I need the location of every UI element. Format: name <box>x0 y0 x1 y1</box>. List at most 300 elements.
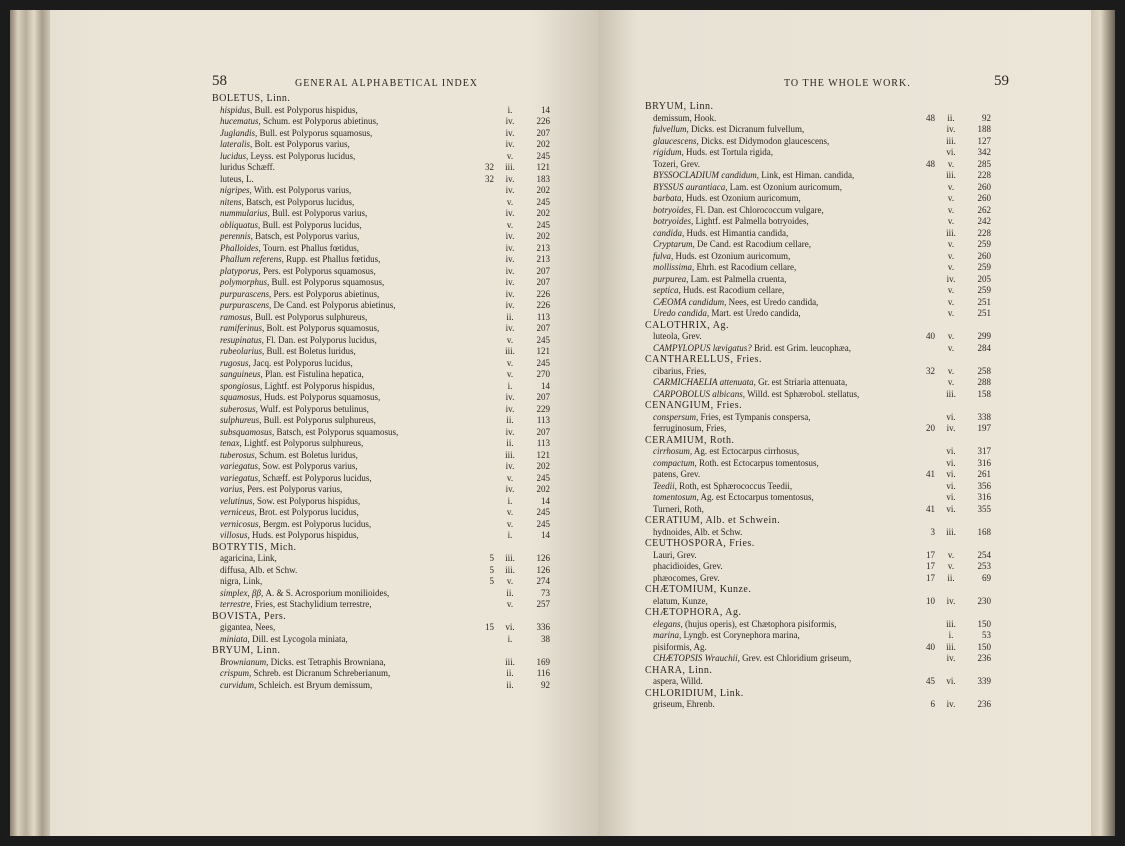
entry-text: Tourn. est Phallus fœtidus, <box>260 242 359 253</box>
page-reference: 116 <box>536 668 550 678</box>
volume-number: ii. <box>947 572 955 583</box>
plate-number: 3 <box>930 526 935 537</box>
entry-italic-name: squamosus, <box>220 392 262 402</box>
volume-number: iii. <box>505 449 515 460</box>
index-entry <box>645 411 991 424</box>
genus-name: CHÆTOPHORA, Ag. <box>645 607 742 618</box>
plate-number: 17 <box>926 572 935 583</box>
entry-text: aspera, Willd. <box>653 676 703 686</box>
index-entry <box>645 112 991 125</box>
entry-text: Tozeri, Grev. <box>653 158 701 169</box>
entry-text: Huds. est Tortula rigida, <box>683 147 773 157</box>
volume-number: iv. <box>505 323 515 333</box>
volume-number: iv. <box>505 288 515 299</box>
genus-heading <box>645 101 985 113</box>
entry-italic-name: curvidum, <box>220 679 257 690</box>
entry-name <box>220 335 377 347</box>
entry-text: agaricina, Link, <box>220 553 277 563</box>
index-entry <box>645 158 991 171</box>
entry-name <box>220 599 372 611</box>
entry-italic-name: compactum, <box>653 457 697 468</box>
entry-italic-name: CARMICHAELIA attenuata, <box>653 377 756 387</box>
page-reference: 121 <box>536 162 550 172</box>
volume-number: iv. <box>505 300 515 310</box>
entry-italic-name: fulva, <box>653 250 674 261</box>
page-reference: 236 <box>977 699 991 709</box>
page-reference: 316 <box>977 492 991 502</box>
index-entry <box>645 699 991 711</box>
volume-number: iv. <box>505 185 515 195</box>
entry-text: demissum, Hook. <box>653 112 717 123</box>
volume-number: v. <box>947 296 955 307</box>
entry-name <box>220 139 350 151</box>
entry-name <box>653 216 809 228</box>
volume-number: v. <box>947 250 955 261</box>
entry-italic-name: CÆOMA candidum, <box>653 296 727 307</box>
entry-text: De Cand. est Racodium cellare, <box>694 239 811 249</box>
volume-number: iv. <box>505 426 515 437</box>
volume-number: v. <box>947 342 955 353</box>
entry-name <box>653 193 801 205</box>
entry-italic-name: purpurascens, <box>220 300 272 310</box>
entry-italic-name: Juglandis, <box>220 127 258 138</box>
index-entry <box>212 576 548 588</box>
left-page <box>50 10 598 836</box>
entry-name <box>220 450 358 462</box>
entry-name <box>220 576 262 588</box>
index-entry <box>645 181 991 194</box>
genus-heading <box>645 607 985 619</box>
entry-text: Fl. Dan. est Chlorococcum vulgare, <box>693 204 824 215</box>
volume-number: iv. <box>505 484 515 494</box>
entry-text: Fries, est Stachylidium terrestre, <box>252 599 372 609</box>
entry-text: Schleich. est Bryum demissum, <box>256 679 373 690</box>
entry-name <box>220 197 354 209</box>
entry-italic-name: nummularius, <box>220 208 270 218</box>
index-entry <box>212 507 548 519</box>
entry-italic-name: Phalloides, <box>220 242 261 253</box>
running-head: GENERAL ALPHABETICAL INDEX <box>295 78 479 89</box>
entry-italic-name: subsquamosus, <box>220 426 275 437</box>
entry-name <box>220 427 398 439</box>
index-entry <box>212 450 548 462</box>
index-entry <box>212 289 548 301</box>
plate-number: 10 <box>926 595 935 606</box>
index-entry <box>645 365 991 378</box>
volume-number: v. <box>506 507 514 517</box>
index-entry <box>645 526 991 539</box>
entry-text: (hujus operis), est Chætophora pisiformis, <box>682 618 837 629</box>
entry-text: Bull. est Polyporus hispidus, <box>252 104 358 115</box>
entry-name <box>220 588 389 600</box>
index-entry <box>645 446 991 458</box>
page-reference: 113 <box>536 311 550 322</box>
entry-text: De Cand. est Polyporus abietinus, <box>271 300 396 310</box>
page-reference: 336 <box>536 622 550 632</box>
entry-text: hydnoides, Alb. et Schw. <box>653 526 743 537</box>
entry-italic-name: hispidus, <box>220 104 253 115</box>
volume-number: iii. <box>946 135 956 146</box>
entry-italic-name: Teedii, <box>653 480 677 491</box>
index-entry <box>212 622 548 634</box>
entry-italic-name: velutinus, <box>220 495 255 506</box>
entry-name <box>220 220 362 232</box>
page-reference: 253 <box>977 561 991 571</box>
page-reference: 262 <box>977 204 991 215</box>
page-reference: 260 <box>977 250 991 261</box>
genus-name: CENANGIUM, Fries. <box>645 400 743 411</box>
volume-number: iv. <box>505 277 515 287</box>
page-reference: 339 <box>977 676 991 686</box>
index-entry <box>212 358 548 370</box>
entry-name <box>220 415 376 427</box>
genus-heading <box>212 93 548 105</box>
volume-number: v. <box>947 561 955 571</box>
volume-number: v. <box>947 549 955 560</box>
entry-text: A. & S. Acrosporium monilioides, <box>263 587 390 598</box>
volume-number: vi. <box>946 503 956 514</box>
page-reference: 207 <box>536 426 550 437</box>
entry-text: Mart. est Uredo candida, <box>709 308 801 318</box>
entry-name <box>653 331 702 343</box>
volume-number: iv. <box>505 208 515 218</box>
page-reference: 299 <box>977 331 991 341</box>
page-reference: 213 <box>536 254 550 264</box>
index-entry <box>212 139 548 151</box>
entry-italic-name: tuberosus, <box>220 449 257 460</box>
page-reference: 207 <box>536 277 550 287</box>
index-entry <box>212 220 548 232</box>
entry-italic-name: ramosus, <box>220 311 253 322</box>
entry-italic-name: CAMPYLOPUS lævigatus? <box>653 342 752 353</box>
index-entry <box>645 170 991 182</box>
genus-name: BOLETUS, Linn. <box>212 93 291 104</box>
entry-text: Sow. est Polyporus varius, <box>260 461 358 471</box>
entry-name <box>653 124 804 136</box>
index-entry <box>212 392 548 404</box>
entry-italic-name: barbata, <box>653 193 684 203</box>
volume-number: v. <box>947 262 955 272</box>
genus-name: CHÆTOMIUM, Kunze. <box>645 584 752 595</box>
entry-italic-name: simplex, ββ, <box>220 587 264 598</box>
genus-heading <box>645 435 985 447</box>
index-entry <box>645 296 991 309</box>
entry-name <box>653 596 708 608</box>
index-entry <box>212 277 548 289</box>
entry-text: Bull. est Polyporus squamosus, <box>257 127 373 138</box>
entry-italic-name: verniceus, <box>220 507 257 517</box>
plate-number: 5 <box>489 553 494 563</box>
entry-text: Bolt. est Polyporus squamosus, <box>264 323 380 333</box>
index-entry <box>212 415 548 427</box>
genus-name: BOVISTA, Pers. <box>212 610 287 622</box>
plate-number: 20 <box>926 423 935 433</box>
page-reference: 202 <box>536 461 550 471</box>
page-reference: 127 <box>977 135 991 146</box>
index-entry <box>645 135 991 148</box>
entry-text: Link, est Himan. candida, <box>759 170 855 180</box>
index-entry <box>645 469 991 481</box>
volume-number: v. <box>947 193 955 203</box>
plate-number: 17 <box>926 561 935 571</box>
volume-number: i. <box>507 380 513 391</box>
page-reference: 92 <box>541 679 550 690</box>
entry-text: Sow. est Polyporus hispidus, <box>254 495 361 506</box>
index-entry <box>212 438 548 450</box>
entry-text: Gr. est Striaria attenuata, <box>755 377 848 387</box>
entry-name <box>220 369 364 381</box>
entry-text: Lyngb. est Corynephora marina, <box>681 630 800 640</box>
volume-number: i. <box>948 630 954 640</box>
genus-name: CANTHARELLUS, Fries. <box>645 354 762 365</box>
volume-number: v. <box>947 239 955 249</box>
volume-number: v. <box>506 150 514 161</box>
entry-name <box>653 423 726 435</box>
entry-italic-name: rugosus, <box>220 357 251 368</box>
page-reference: 245 <box>536 357 550 368</box>
entry-text: Lauri, Grev. <box>653 549 697 560</box>
entry-text: Grev. est Chloridium griseum, <box>739 653 852 663</box>
index-entry <box>645 572 991 585</box>
volume-number: i. <box>507 530 513 540</box>
page-reference: 259 <box>977 262 991 272</box>
page-reference: 228 <box>977 227 991 238</box>
page-reference: 251 <box>977 296 991 307</box>
entry-name <box>653 205 824 217</box>
entry-name <box>653 446 799 458</box>
entry-text: luteus, L. <box>220 173 254 184</box>
index-entry <box>645 641 991 654</box>
entry-italic-name: lateralis, <box>220 139 253 149</box>
entry-italic-name: BYSSOCLADIUM candidum, <box>653 170 759 180</box>
page-reference: 230 <box>977 595 991 606</box>
volume-number: iv. <box>946 595 956 606</box>
volume-number: v. <box>947 204 955 215</box>
volume-number: ii. <box>506 587 514 598</box>
page-reference: 14 <box>541 530 550 540</box>
page-reference: 270 <box>536 369 550 379</box>
volume-number: vi. <box>946 676 956 686</box>
entry-name <box>220 208 367 220</box>
volume-number: iii. <box>946 227 956 238</box>
page-number: 58 <box>212 73 227 89</box>
volume-number: iv. <box>946 423 956 433</box>
plate-number: 32 <box>485 173 494 184</box>
volume-number: iv. <box>946 653 956 663</box>
entry-text: Batsch, est Polyporus lucidus, <box>243 196 355 207</box>
index-entry <box>645 239 991 251</box>
page-reference: 245 <box>536 507 550 517</box>
entry-text: Fries, est Tympanis conspersa, <box>698 411 811 422</box>
genus-heading <box>212 645 548 657</box>
page-reference: 288 <box>977 377 991 387</box>
entry-text: Batsch, est Polyporus varius, <box>252 231 360 241</box>
entry-name <box>220 174 254 186</box>
entry-name <box>653 389 859 401</box>
entry-italic-name: sulphureus, <box>220 415 262 425</box>
entry-name <box>220 277 384 289</box>
page-reference: 126 <box>536 564 550 575</box>
index-entry <box>212 657 548 669</box>
entry-italic-name: variegatus, <box>220 461 261 471</box>
volume-number: ii. <box>506 679 514 690</box>
entry-italic-name: miniata, <box>220 633 250 644</box>
entry-text: Bull. est Polyporus sulphureus, <box>261 415 376 425</box>
index-entry <box>212 588 548 600</box>
index-entry <box>212 323 548 335</box>
entry-name <box>220 622 275 634</box>
index-entry <box>645 124 991 136</box>
volume-number: iii. <box>505 162 515 172</box>
entry-italic-name: crispum, <box>220 668 252 678</box>
page-reference: 14 <box>541 104 550 115</box>
entry-text: Pers. est Polyporus abietinus, <box>271 288 380 299</box>
plate-number: 40 <box>926 641 935 652</box>
entry-name <box>220 116 378 128</box>
index-entry <box>212 519 548 531</box>
volume-number: v. <box>947 216 955 226</box>
entry-name <box>653 504 704 516</box>
plate-number: 48 <box>926 112 935 123</box>
page-reference: 69 <box>982 572 991 583</box>
entry-name <box>653 561 723 573</box>
index-entry <box>645 308 991 320</box>
entry-italic-name: varius, <box>220 484 245 494</box>
genus-heading <box>645 665 985 677</box>
entry-italic-name: polymorphus, <box>220 277 270 287</box>
index-column <box>645 101 991 711</box>
page-reference: 92 <box>982 112 991 123</box>
page-reference: 342 <box>977 147 991 157</box>
entry-italic-name: CHÆTOPSIS Wrauchii, <box>653 653 740 663</box>
plate-number: 6 <box>930 699 935 709</box>
index-entry <box>212 116 548 128</box>
index-entry <box>645 492 991 504</box>
entry-name <box>653 366 706 378</box>
entry-italic-name: candida, <box>653 227 685 238</box>
page-reference: 207 <box>536 323 550 333</box>
volume-number: ii. <box>506 415 514 425</box>
entry-italic-name: conspersum, <box>653 411 699 422</box>
index-entry <box>212 231 548 243</box>
entry-name <box>220 243 359 255</box>
genus-name: CHARA, Linn. <box>645 664 713 676</box>
index-entry <box>212 312 548 324</box>
index-entry <box>212 530 548 542</box>
genus-name: CALOTHRIX, Ag. <box>645 319 729 331</box>
entry-italic-name: variegatus, <box>220 472 261 483</box>
genus-heading <box>645 320 985 332</box>
entry-name <box>653 412 810 424</box>
plate-number: 5 <box>489 576 494 586</box>
page-reference: 236 <box>977 653 991 663</box>
entry-name <box>653 527 742 539</box>
page-reference: 207 <box>536 392 550 402</box>
entry-italic-name: spongiosus, <box>220 380 263 391</box>
entry-italic-name: Brownianum, <box>220 656 269 667</box>
index-entry <box>212 105 548 117</box>
volume-number: v. <box>506 357 514 368</box>
index-entry <box>645 595 991 608</box>
index-entry <box>212 496 548 508</box>
entry-italic-name: hucematus, <box>220 116 261 126</box>
entry-text: Pers. est Polyporus squamosus, <box>260 265 376 276</box>
entry-italic-name: suberosus, <box>220 403 258 414</box>
index-entry <box>645 147 991 159</box>
plate-number: 41 <box>926 469 935 479</box>
entry-text: Dicks. est Dicranum fulvellum, <box>688 124 805 134</box>
index-entry <box>212 369 548 381</box>
entry-name <box>220 496 360 508</box>
entry-name <box>220 657 386 669</box>
volume-number: vi. <box>946 411 956 422</box>
entry-italic-name: fulvellum, <box>653 124 689 134</box>
entry-name <box>653 308 801 320</box>
entry-text: Huds. est Himantia candida, <box>684 227 789 238</box>
entry-name <box>220 634 348 646</box>
volume-number: iii. <box>946 618 956 629</box>
entry-italic-name: vernicosus, <box>220 518 261 529</box>
entry-text: Lightf. est Polyporus hispidus, <box>262 380 375 391</box>
page-reference: 202 <box>536 139 550 149</box>
open-book <box>10 10 1115 836</box>
index-entry <box>212 680 548 692</box>
entry-italic-name: lucidus, <box>220 150 249 161</box>
page-reference: 284 <box>977 342 991 353</box>
page-reference: 113 <box>536 415 550 425</box>
volume-number: v. <box>506 369 514 379</box>
entry-text: Schum. est Polyporus abietinus, <box>260 116 379 126</box>
entry-text: pisiformis, Ag. <box>653 641 707 652</box>
index-entry <box>645 262 991 274</box>
index-entry <box>212 599 548 611</box>
page-reference: 317 <box>977 446 991 456</box>
index-entry <box>645 503 991 516</box>
index-entry <box>212 254 548 266</box>
volume-number: iv. <box>505 254 515 264</box>
plate-number: 17 <box>926 549 935 560</box>
volume-number: vi. <box>946 480 956 491</box>
index-entry <box>645 630 991 642</box>
entry-italic-name: resupinatus, <box>220 334 264 345</box>
entry-text: Bull. est Polyporus sulphureus, <box>252 311 368 322</box>
entry-text: Roth, est Sphærococcus Teedii, <box>676 480 793 491</box>
entry-italic-name: Phallum referens, <box>220 254 284 264</box>
volume-number: v. <box>947 181 955 192</box>
page-reference: 259 <box>977 285 991 295</box>
volume-number: v. <box>506 599 514 609</box>
volume-number: vi. <box>946 446 956 456</box>
page-reference: 207 <box>536 127 550 138</box>
volume-number: ii. <box>506 668 514 678</box>
index-entry <box>212 128 548 140</box>
index-entry <box>645 216 991 228</box>
page-reference: 213 <box>536 242 550 253</box>
entry-text: Willd. est Sphærobol. stellatus, <box>745 388 860 399</box>
entry-name <box>653 147 773 159</box>
volume-number: v. <box>506 334 514 345</box>
index-entry <box>645 285 991 297</box>
page-reference: 150 <box>977 641 991 652</box>
entry-text: Schæff. est Polyporus lucidus, <box>260 472 372 483</box>
index-entry <box>645 618 991 631</box>
index-entry <box>645 273 991 286</box>
page-reference: 245 <box>536 219 550 230</box>
volume-number: ii. <box>506 438 514 448</box>
page-reference: 183 <box>536 173 550 184</box>
entry-name <box>653 343 851 355</box>
index-entry <box>212 208 548 220</box>
